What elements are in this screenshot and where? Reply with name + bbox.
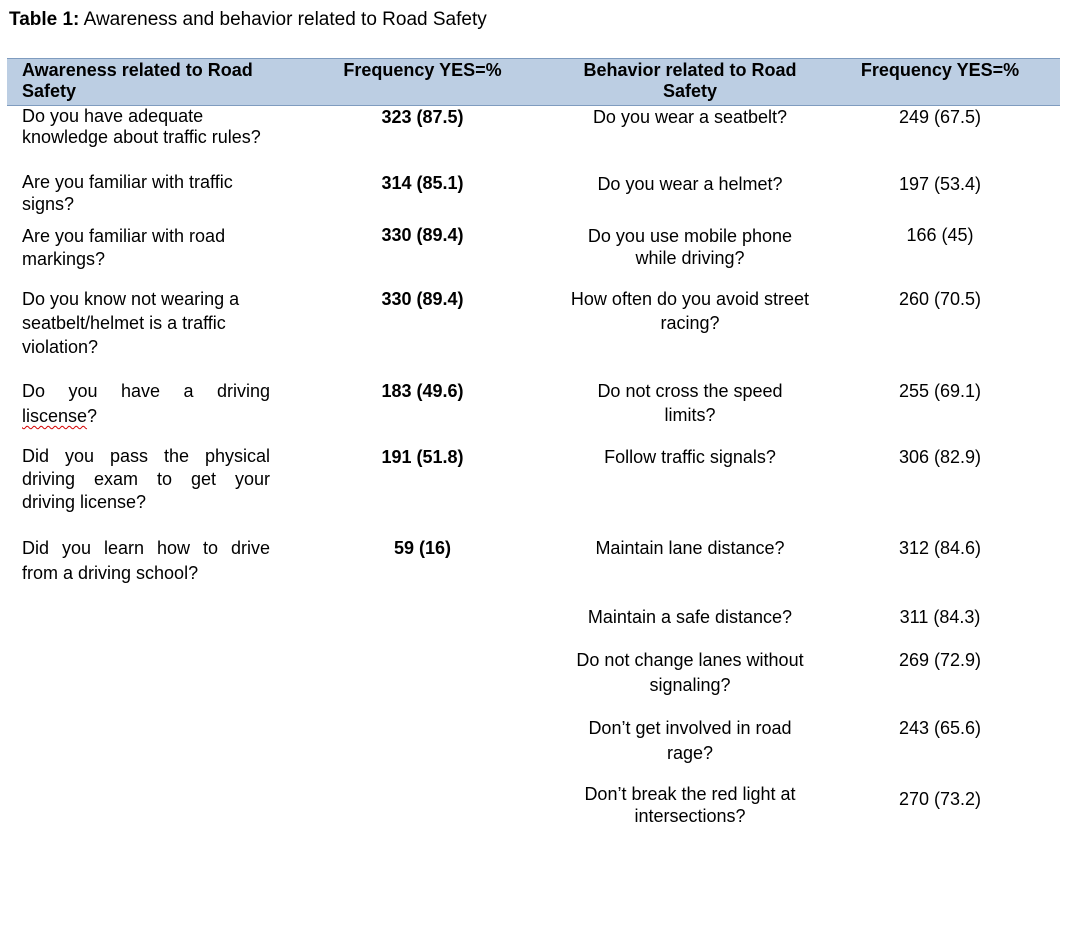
behavior-question: How often do you avoid street racing? bbox=[570, 289, 810, 333]
behavior-question: Don’t break the red light at intersections? bbox=[584, 784, 796, 826]
header-frequency-awareness: Frequency YES=% bbox=[343, 60, 502, 80]
behavior-frequency: 311 (84.3) bbox=[899, 607, 981, 627]
caption-text: Awareness and behavior related to Road Safety bbox=[79, 9, 487, 30]
header-awareness: Awareness related to Road Safety bbox=[22, 60, 253, 101]
awareness-question: Are you familiar with traffic signs? bbox=[22, 172, 233, 214]
awareness-question bbox=[22, 379, 270, 429]
awareness-frequency: 323 (87.5) bbox=[381, 107, 464, 127]
behavior-frequency: 306 (82.9) bbox=[898, 447, 982, 467]
awareness-question: Do you have adequate knowledge about traffic rules? bbox=[22, 106, 261, 147]
behavior-frequency: 270 (73.2) bbox=[898, 789, 982, 809]
behavior-frequency: 312 (84.6) bbox=[898, 538, 982, 558]
behavior-frequency: 249 (67.5) bbox=[898, 107, 982, 127]
awareness-question: Do you know not wearing a seatbelt/helmet is a traffic violation? bbox=[22, 289, 240, 357]
behavior-question: Maintain lane distance? bbox=[595, 538, 785, 558]
table-caption bbox=[9, 8, 487, 32]
awareness-question: Did you pass the physical driving exam to get your driving license? bbox=[22, 446, 270, 512]
behavior-question: Follow traffic signals? bbox=[604, 447, 776, 467]
awareness-question-text-end: ? bbox=[87, 406, 98, 426]
behavior-question: Do you wear a helmet? bbox=[597, 174, 783, 194]
awareness-frequency: 314 (85.1) bbox=[381, 173, 464, 193]
awareness-question: Did you learn how to drive from a driving school? bbox=[22, 538, 270, 583]
header-behavior: Behavior related to Road Safety bbox=[583, 60, 797, 101]
behavior-frequency: 166 (45) bbox=[906, 225, 974, 245]
behavior-question: Maintain a safe distance? bbox=[587, 607, 793, 627]
awareness-question: Are you familiar with road markings? bbox=[22, 226, 226, 269]
behavior-question: Do not cross the speed limits? bbox=[597, 381, 783, 425]
behavior-frequency: 243 (65.6) bbox=[898, 718, 982, 738]
behavior-question: Do you use mobile phone while driving? bbox=[587, 226, 793, 268]
awareness-frequency: 191 (51.8) bbox=[381, 447, 464, 467]
behavior-question: Don’t get involved in road rage? bbox=[588, 718, 792, 763]
behavior-question: Do you wear a seatbelt? bbox=[592, 107, 788, 127]
caption-label: Table 1: bbox=[9, 9, 80, 30]
behavior-question: Do not change lanes without signaling? bbox=[576, 650, 804, 695]
header-frequency-behavior: Frequency YES=% bbox=[860, 60, 1020, 80]
behavior-frequency: 269 (72.9) bbox=[898, 650, 982, 670]
awareness-frequency: 330 (89.4) bbox=[381, 225, 464, 245]
behavior-frequency: 255 (69.1) bbox=[898, 381, 982, 401]
awareness-frequency: 183 (49.6) bbox=[381, 381, 464, 401]
awareness-frequency: 330 (89.4) bbox=[381, 289, 464, 309]
behavior-frequency: 260 (70.5) bbox=[898, 289, 982, 309]
awareness-frequency: 59 (16) bbox=[393, 538, 452, 558]
spelling-flagged-word: liscense bbox=[22, 406, 88, 426]
awareness-question-text: Do you have a driving bbox=[22, 381, 270, 401]
behavior-frequency: 197 (53.4) bbox=[898, 174, 982, 194]
